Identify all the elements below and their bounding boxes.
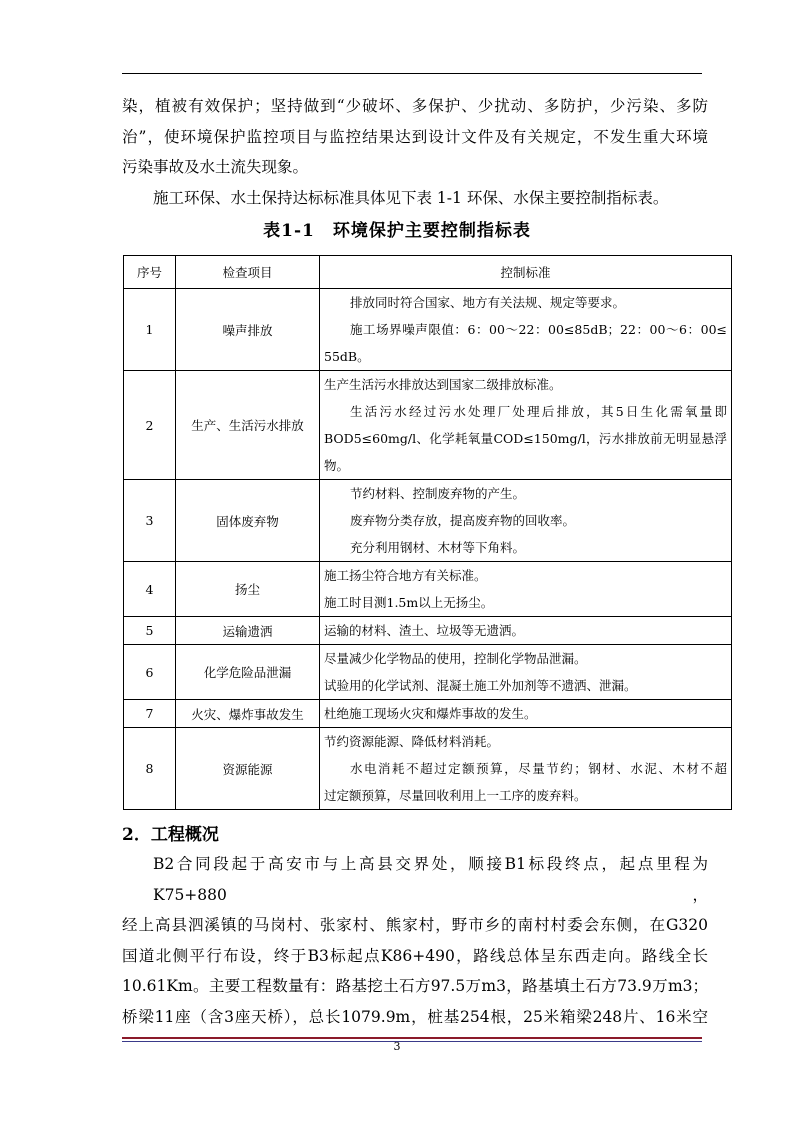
row-standard bbox=[320, 700, 732, 728]
standard-line: 施工场界噪声限值：6：00～22：00≤85dB；22：00～6：00≤ bbox=[350, 322, 727, 337]
standard-line: 55dB。 bbox=[324, 349, 370, 364]
row-standard bbox=[320, 371, 732, 480]
standard-line: 废弃物分类存放，提高废弃物的回收率。 bbox=[350, 513, 576, 528]
row-no: 1 bbox=[124, 289, 176, 371]
text-line: 10.61Km。主要工程数量有：路基挖土石方97.5万m3，路基填土石方73.9万m3； bbox=[122, 977, 708, 995]
text-line: 施工环保、水土保持达标标准具体见下表 1-1 环保、水保主要控制指标表。 bbox=[153, 188, 669, 207]
row-no: 3 bbox=[124, 480, 176, 562]
standard-line: 运输的材料、渣土、垃圾等无遗洒。 bbox=[324, 623, 525, 638]
row-standard bbox=[320, 728, 732, 810]
section-paragraph bbox=[122, 849, 708, 1032]
row-item: 资源能源 bbox=[176, 728, 320, 810]
table-row bbox=[124, 480, 732, 562]
intro-paragraph bbox=[122, 91, 708, 213]
row-standard bbox=[320, 617, 732, 645]
text-line: 治”，使环境保护监控项目与监控结果达到设计文件及有关规定，不发生重大环境 bbox=[122, 127, 708, 146]
row-no: 7 bbox=[124, 700, 176, 728]
text-line: 污染事故及水土流失现象。 bbox=[122, 158, 309, 176]
table-row bbox=[124, 289, 732, 371]
header-no: 序号 bbox=[124, 256, 176, 289]
table-row bbox=[124, 645, 732, 700]
row-standard bbox=[320, 562, 732, 617]
standard-line: 生活污水经过污水处理厂处理后排放，其5日生化需氧量即 bbox=[350, 404, 727, 419]
standard-line: 施工时目测1.5m以上无扬尘。 bbox=[324, 595, 494, 610]
row-standard bbox=[320, 645, 732, 700]
standard-line: 试验用的化学试剂、混凝土施工外加剂等不遗洒、泄漏。 bbox=[324, 678, 637, 693]
standard-line: BOD5≤60mg/l、化学耗氧量COD≤150mg/l，污水排放前无明显悬浮 bbox=[324, 431, 727, 446]
standard-line: 尽量减少化学物品的使用，控制化学物品泄漏。 bbox=[324, 651, 587, 666]
header-rule bbox=[122, 73, 702, 74]
header-standard: 控制标准 bbox=[320, 256, 732, 289]
standard-line: 节约材料、控制废弃物的产生。 bbox=[350, 486, 526, 501]
header-item: 检查项目 bbox=[176, 256, 320, 289]
standard-line: 杜绝施工现场火灾和爆炸事故的发生。 bbox=[324, 706, 537, 721]
row-no: 6 bbox=[124, 645, 176, 700]
footer-rule bbox=[122, 1037, 702, 1039]
row-item: 固体废弃物 bbox=[176, 480, 320, 562]
standard-line: 排放同时符合国家、地方有关法规、规定等要求。 bbox=[350, 295, 626, 310]
text-line: 国道北侧平行布设，终于B3标起点K86+490，路线总体呈东西走向。路线全长 bbox=[122, 946, 708, 965]
table-row bbox=[124, 371, 732, 480]
standard-line: 生产生活污水排放达到国家二级排放标准。 bbox=[324, 377, 562, 392]
page-number: 3 bbox=[393, 1040, 401, 1053]
row-item: 化学危险品泄漏 bbox=[176, 645, 320, 700]
row-item: 运输遗洒 bbox=[176, 617, 320, 645]
table-row bbox=[124, 617, 732, 645]
table-header-row bbox=[124, 256, 732, 289]
row-standard bbox=[320, 480, 732, 562]
row-item: 噪声排放 bbox=[176, 289, 320, 371]
section-heading: 2．工程概况 bbox=[122, 825, 219, 845]
standard-line: 水电消耗不超过定额预算，尽量节约；钢材、水泥、木材不超 bbox=[350, 761, 727, 776]
row-standard bbox=[320, 289, 732, 371]
row-no: 2 bbox=[124, 371, 176, 480]
row-no: 8 bbox=[124, 728, 176, 810]
control-index-table bbox=[123, 255, 732, 810]
text-line: 桥梁11座（含3座天桥），总长1079.9m，桩基254根，25米箱梁248片、16米空 bbox=[122, 1007, 708, 1026]
table-title: 表1-1 环境保护主要控制指标表 bbox=[263, 221, 531, 241]
standard-line: 物。 bbox=[324, 458, 350, 473]
row-item: 扬尘 bbox=[176, 562, 320, 617]
row-item: 生产、生活污水排放 bbox=[176, 371, 320, 480]
standard-line: 过定额预算，尽量回收利用上一工序的废弃料。 bbox=[324, 788, 587, 803]
table-row bbox=[124, 728, 732, 810]
standard-line: 施工扬尘符合地方有关标准。 bbox=[324, 568, 487, 583]
table-row bbox=[124, 562, 732, 617]
row-no: 4 bbox=[124, 562, 176, 617]
standard-line: 节约资源能源、降低材料消耗。 bbox=[324, 734, 500, 749]
standard-line: 充分利用钢材、木材等下角料。 bbox=[350, 540, 526, 555]
table-row bbox=[124, 700, 732, 728]
row-item: 火灾、爆炸事故发生 bbox=[176, 700, 320, 728]
text-line: 经上高县泗溪镇的马岗村、张家村、熊家村，野市乡的南村村委会东侧，在G320 bbox=[122, 916, 708, 934]
text-line: 染，植被有效保护；坚持做到“少破坏、多保护、少扰动、多防护，少污染、多防 bbox=[122, 97, 708, 115]
row-no: 5 bbox=[124, 617, 176, 645]
text-line: B2合同段起于高安市与上高县交界处，顺接B1标段终点，起点里程为K75+880， bbox=[153, 855, 708, 904]
